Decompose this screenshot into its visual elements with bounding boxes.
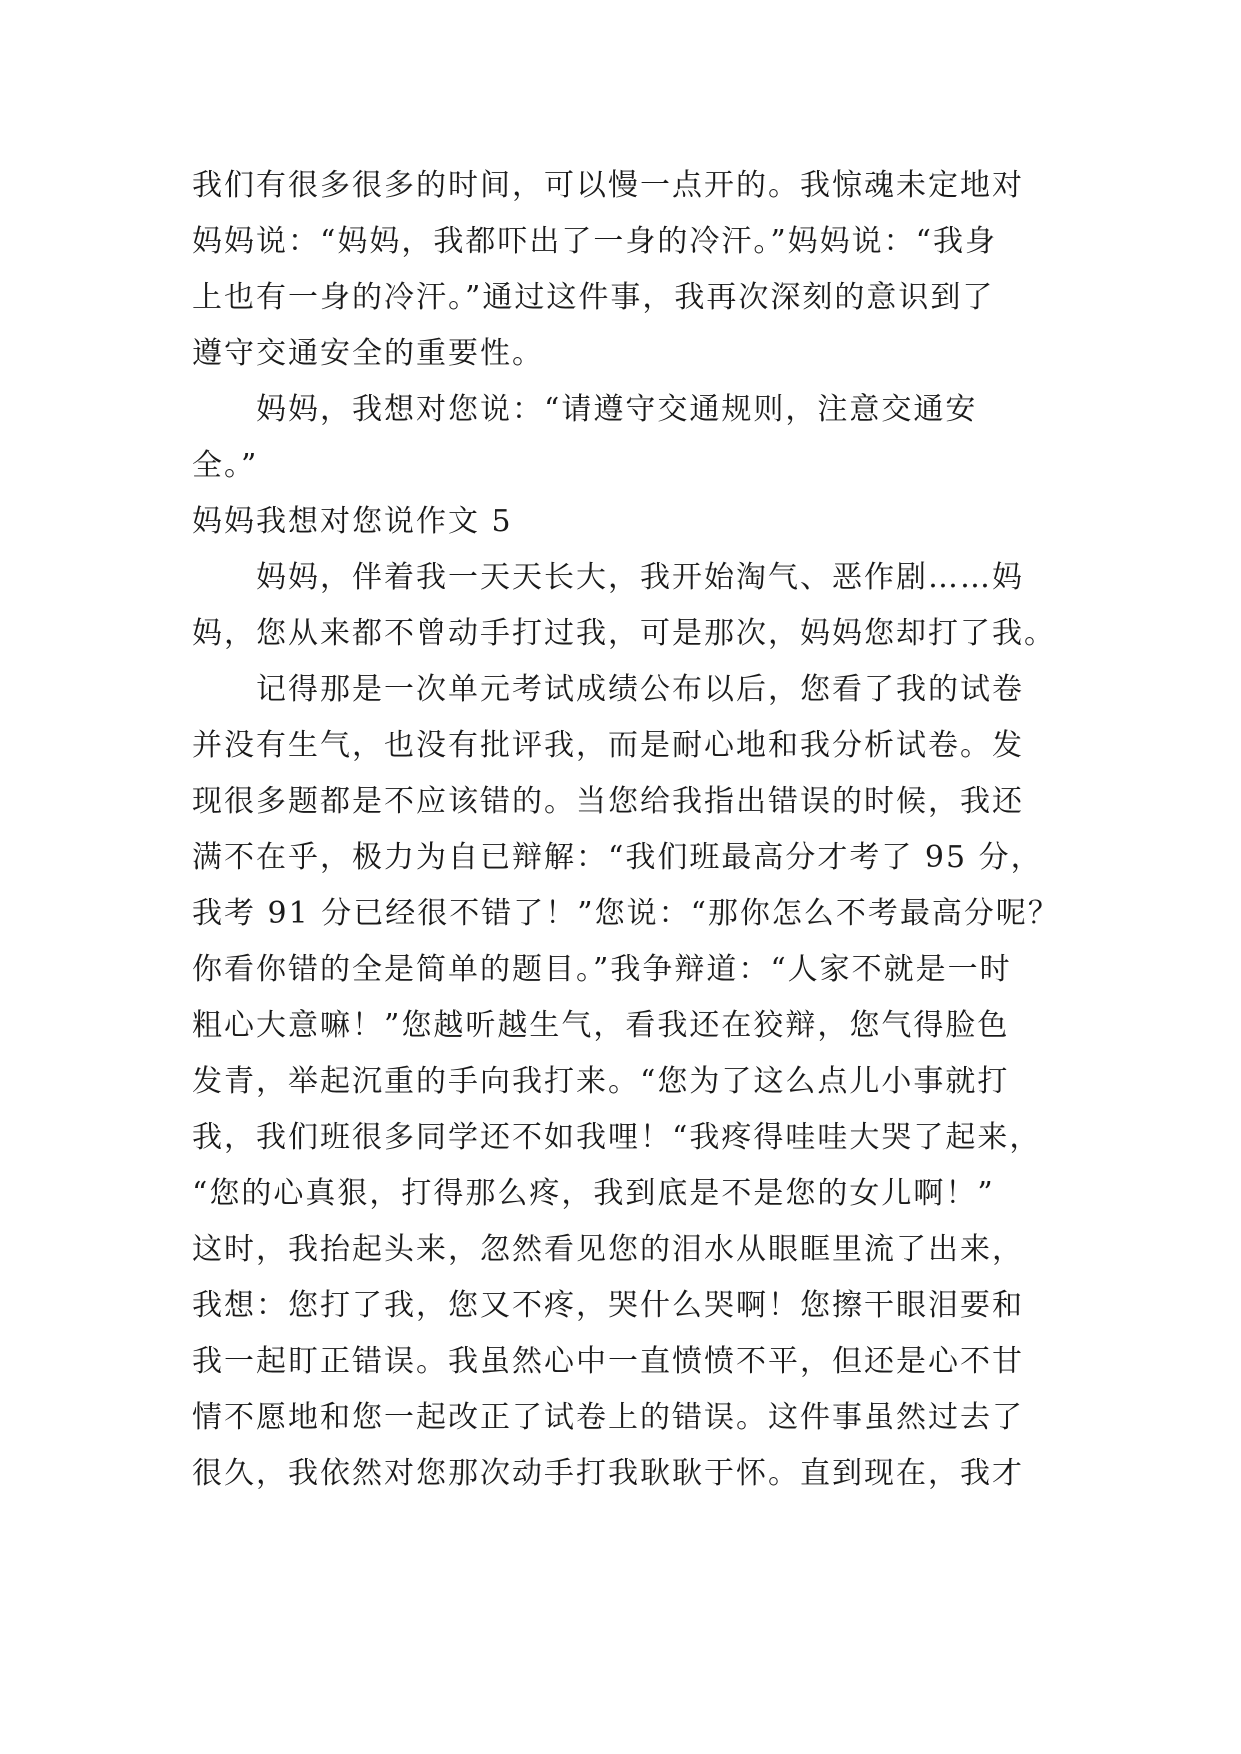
text-line: 情不愿地和您一起改正了试卷上的错误。这件事虽然过去了 <box>192 1400 1024 1435</box>
text-line: 现很多题都是不应该错的。当您给我指出错误的时候，我还 <box>192 784 1024 819</box>
text-line: 这时，我抬起头来，忽然看见您的泪水从眼眶里流了出来， <box>192 1232 1024 1267</box>
text-line: 妈妈说：“妈妈，我都吓出了一身的冷汗。”妈妈说：“我身 <box>192 224 998 259</box>
text-line: 我们有很多很多的时间，可以慢一点开的。我惊魂未定地对 <box>192 168 1024 203</box>
text-line: 发青，举起沉重的手向我打来。“您为了这么点儿小事就打 <box>192 1064 1010 1099</box>
text-line: 遵守交通安全的重要性。 <box>192 336 544 371</box>
text-line: 并没有生气，也没有批评我，而是耐心地和我分析试卷。发 <box>192 728 1024 763</box>
document-body <box>192 158 1072 1502</box>
text-line: 我，我们班很多同学还不如我哩！“我疼得哇哇大哭了起来， <box>192 1120 1042 1155</box>
text-line: 上也有一身的冷汗。”通过这件事，我再次深刻的意识到了 <box>192 280 995 315</box>
text-line: 我想：您打了我，您又不疼，哭什么哭啊！您擦干眼泪要和 <box>192 1288 1024 1323</box>
paragraph <box>192 550 1072 662</box>
text-line: 满不在乎，极力为自已辩解：“我们班最高分才考了 95 分， <box>192 840 1043 875</box>
text-line: 妈妈，我想对您说：“请遵守交通规则，注意交通安 <box>256 392 978 427</box>
text-line: 记得那是一次单元考试成绩公布以后，您看了我的试卷 <box>256 672 1024 707</box>
text-line: 我考 91 分已经很不错了！”您说：“那你怎么不考最高分呢？ <box>192 896 1060 931</box>
text-line: 妈妈，伴着我一天天长大，我开始淘气、恶作剧……妈 <box>256 560 1024 595</box>
heading-line: 妈妈我想对您说作文 5 <box>192 504 513 539</box>
text-line: 我一起盯正错误。我虽然心中一直愤愤不平，但还是心不甘 <box>192 1344 1024 1379</box>
text-line: 你看你错的全是简单的题目。”我争辩道：“人家不就是一时 <box>192 952 1012 987</box>
paragraph <box>192 158 1072 382</box>
text-line: “您的心真狠，打得那么疼，我到底是不是您的女儿啊！” <box>192 1176 995 1211</box>
text-line: 妈，您从来都不曾动手打过我，可是那次，妈妈您却打了我。 <box>192 616 1056 651</box>
paragraph <box>192 382 1072 494</box>
text-line: 很久，我依然对您那次动手打我耿耿于怀。直到现在，我才 <box>192 1456 1024 1491</box>
text-line: 全。” <box>192 448 259 483</box>
text-line: 粗心大意嘛！”您越听越生气，看我还在狡辩，您气得脸色 <box>192 1008 1010 1043</box>
section-heading <box>192 494 1072 550</box>
paragraph <box>192 662 1072 1502</box>
